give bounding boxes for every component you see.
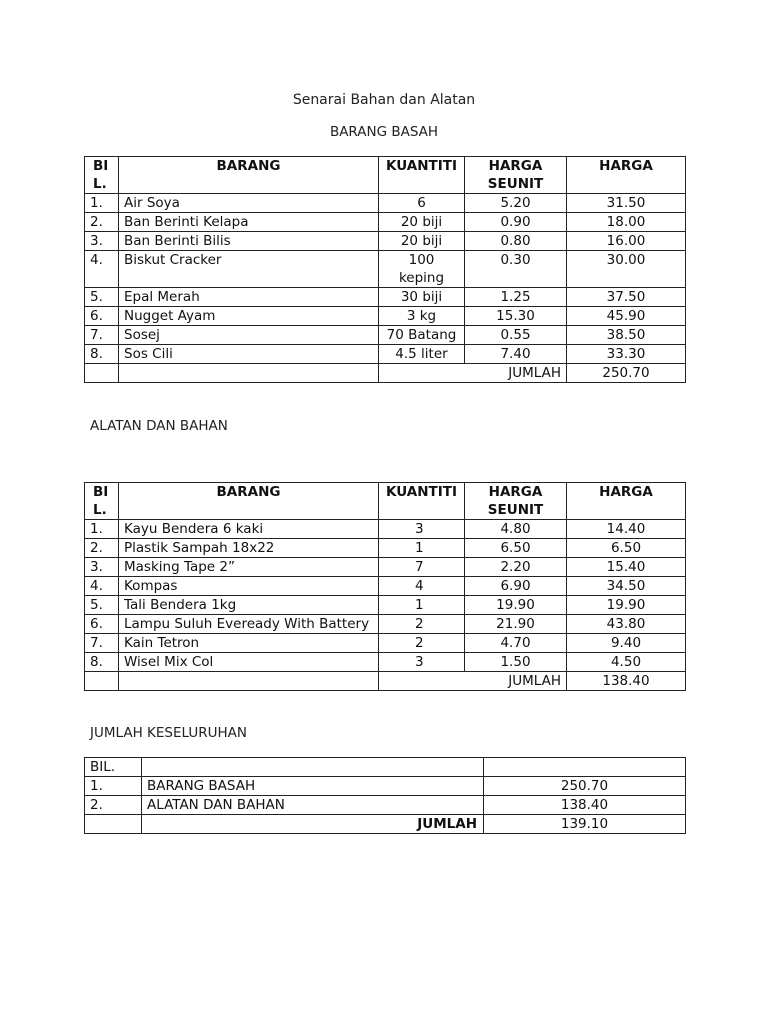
cell-bil: 2.: [85, 213, 119, 232]
summary-header-bil: BIL.: [85, 758, 142, 777]
summary-total-empty: [85, 815, 142, 834]
table-row: [85, 288, 686, 307]
summary-cell-bil: 1.: [85, 777, 142, 796]
cell-harga: 4.50: [567, 653, 686, 672]
page-title: Senarai Bahan dan Alatan: [292, 92, 476, 108]
cell-harga: 43.80: [567, 615, 686, 634]
cell-barang: Sosej: [119, 326, 379, 345]
cell-harga: 37.50: [567, 288, 686, 307]
cell-bil: 2.: [85, 539, 119, 558]
summary-cell-value: 138.40: [484, 796, 686, 815]
table-header-row: [85, 483, 686, 520]
cell-barang: Tali Bendera 1kg: [119, 596, 379, 615]
total-row: [85, 672, 686, 691]
cell-kuantiti: 4.5 liter: [379, 345, 465, 364]
table-jumlah-keseluruhan: [84, 757, 686, 834]
cell-barang: Nugget Ayam: [119, 307, 379, 326]
total-empty-cell: [85, 672, 119, 691]
cell-harga: 6.50: [567, 539, 686, 558]
total-value: 138.40: [567, 672, 686, 691]
table-row: [85, 558, 686, 577]
summary-cell-bil: 2.: [85, 796, 142, 815]
total-value: 250.70: [567, 364, 686, 383]
table-row: [85, 596, 686, 615]
cell-bil: 1.: [85, 194, 119, 213]
cell-bil: 5.: [85, 596, 119, 615]
cell-harga: 14.40: [567, 520, 686, 539]
cell-kuantiti: 2: [379, 615, 465, 634]
cell-barang: Kompas: [119, 577, 379, 596]
table-row: [85, 653, 686, 672]
cell-bil: 1.: [85, 520, 119, 539]
table-header-row: [85, 157, 686, 194]
table-row: [85, 307, 686, 326]
cell-harga: 9.40: [567, 634, 686, 653]
total-empty-cell: [119, 364, 379, 383]
cell-barang: Biskut Cracker: [119, 251, 379, 288]
section-title-barang-basah: BARANG BASAH: [329, 124, 439, 140]
table-row: [85, 232, 686, 251]
table-row: [85, 345, 686, 364]
table-row: [85, 577, 686, 596]
header-barang: BARANG: [119, 483, 379, 520]
header-bil: BIL.: [85, 157, 119, 194]
cell-barang: Lampu Suluh Eveready With Battery: [119, 615, 379, 634]
cell-harga-seunit: 2.20: [465, 558, 567, 577]
section-title-jumlah-keseluruhan: JUMLAH KESELURUHAN: [90, 725, 247, 741]
cell-kuantiti: 1: [379, 539, 465, 558]
cell-barang: Epal Merah: [119, 288, 379, 307]
cell-barang: Plastik Sampah 18x22: [119, 539, 379, 558]
cell-barang: Kain Tetron: [119, 634, 379, 653]
cell-harga: 34.50: [567, 577, 686, 596]
cell-barang: Air Soya: [119, 194, 379, 213]
cell-kuantiti: 4: [379, 577, 465, 596]
cell-bil: 8.: [85, 653, 119, 672]
cell-harga: 15.40: [567, 558, 686, 577]
header-bil: BIL.: [85, 483, 119, 520]
cell-kuantiti: 1: [379, 596, 465, 615]
cell-harga: 31.50: [567, 194, 686, 213]
summary-cell-desc: ALATAN DAN BAHAN: [142, 796, 484, 815]
cell-harga-seunit: 15.30: [465, 307, 567, 326]
cell-harga-seunit: 1.25: [465, 288, 567, 307]
summary-row: [85, 796, 686, 815]
cell-kuantiti: 70 Batang: [379, 326, 465, 345]
cell-kuantiti: 20 biji: [379, 232, 465, 251]
cell-harga-seunit: 6.50: [465, 539, 567, 558]
cell-bil: 7.: [85, 326, 119, 345]
table-row: [85, 615, 686, 634]
summary-header-empty: [484, 758, 686, 777]
cell-harga: 33.30: [567, 345, 686, 364]
table-row: [85, 634, 686, 653]
cell-harga-seunit: 6.90: [465, 577, 567, 596]
cell-barang: Wisel Mix Col: [119, 653, 379, 672]
cell-barang: Kayu Bendera 6 kaki: [119, 520, 379, 539]
cell-kuantiti: 7: [379, 558, 465, 577]
table-row: [85, 251, 686, 288]
table-alatan-dan-bahan: [84, 482, 686, 691]
cell-barang: Sos Cili: [119, 345, 379, 364]
cell-bil: 3.: [85, 558, 119, 577]
header-kuantiti: KUANTITI: [379, 483, 465, 520]
cell-harga-seunit: 21.90: [465, 615, 567, 634]
cell-kuantiti: 3: [379, 520, 465, 539]
cell-harga-seunit: 0.55: [465, 326, 567, 345]
header-harga-seunit: HARGA SEUNIT: [465, 483, 567, 520]
summary-cell-desc: BARANG BASAH: [142, 777, 484, 796]
cell-harga-seunit: 0.80: [465, 232, 567, 251]
total-empty-cell: [119, 672, 379, 691]
cell-bil: 6.: [85, 615, 119, 634]
cell-bil: 4.: [85, 251, 119, 288]
summary-header-empty: [142, 758, 484, 777]
cell-harga: 19.90: [567, 596, 686, 615]
header-harga-seunit: HARGA SEUNIT: [465, 157, 567, 194]
total-empty-cell: [85, 364, 119, 383]
cell-kuantiti: 6: [379, 194, 465, 213]
cell-harga-seunit: 4.80: [465, 520, 567, 539]
summary-total-label: JUMLAH: [142, 815, 484, 834]
cell-bil: 7.: [85, 634, 119, 653]
cell-harga-seunit: 7.40: [465, 345, 567, 364]
cell-harga: 18.00: [567, 213, 686, 232]
cell-kuantiti: 2: [379, 634, 465, 653]
summary-cell-value: 250.70: [484, 777, 686, 796]
table-row: [85, 520, 686, 539]
cell-bil: 4.: [85, 577, 119, 596]
cell-harga-seunit: 0.30: [465, 251, 567, 288]
cell-harga-seunit: 5.20: [465, 194, 567, 213]
table-row: [85, 194, 686, 213]
header-harga: HARGA: [567, 157, 686, 194]
cell-bil: 6.: [85, 307, 119, 326]
table-row: [85, 539, 686, 558]
cell-bil: 5.: [85, 288, 119, 307]
cell-barang: Ban Berinti Kelapa: [119, 213, 379, 232]
cell-kuantiti: 3 kg: [379, 307, 465, 326]
cell-bil: 3.: [85, 232, 119, 251]
table-row: [85, 213, 686, 232]
cell-barang: Masking Tape 2”: [119, 558, 379, 577]
header-kuantiti: KUANTITI: [379, 157, 465, 194]
summary-row: [85, 777, 686, 796]
cell-kuantiti: 30 biji: [379, 288, 465, 307]
cell-harga: 38.50: [567, 326, 686, 345]
cell-barang: Ban Berinti Bilis: [119, 232, 379, 251]
section-title-alatan-dan-bahan: ALATAN DAN BAHAN: [90, 418, 228, 434]
cell-harga-seunit: 19.90: [465, 596, 567, 615]
cell-kuantiti: 3: [379, 653, 465, 672]
summary-total-value: 139.10: [484, 815, 686, 834]
cell-harga: 16.00: [567, 232, 686, 251]
total-label: JUMLAH: [379, 672, 567, 691]
table-barang-basah: [84, 156, 686, 383]
table-row: [85, 326, 686, 345]
total-label: JUMLAH: [379, 364, 567, 383]
header-barang: BARANG: [119, 157, 379, 194]
summary-header-row: [85, 758, 686, 777]
cell-harga-seunit: 0.90: [465, 213, 567, 232]
total-row: [85, 364, 686, 383]
header-harga: HARGA: [567, 483, 686, 520]
cell-harga: 30.00: [567, 251, 686, 288]
summary-total-row: [85, 815, 686, 834]
cell-harga: 45.90: [567, 307, 686, 326]
cell-harga-seunit: 4.70: [465, 634, 567, 653]
cell-harga-seunit: 1.50: [465, 653, 567, 672]
cell-kuantiti: 20 biji: [379, 213, 465, 232]
cell-kuantiti: 100 keping: [379, 251, 465, 288]
cell-bil: 8.: [85, 345, 119, 364]
